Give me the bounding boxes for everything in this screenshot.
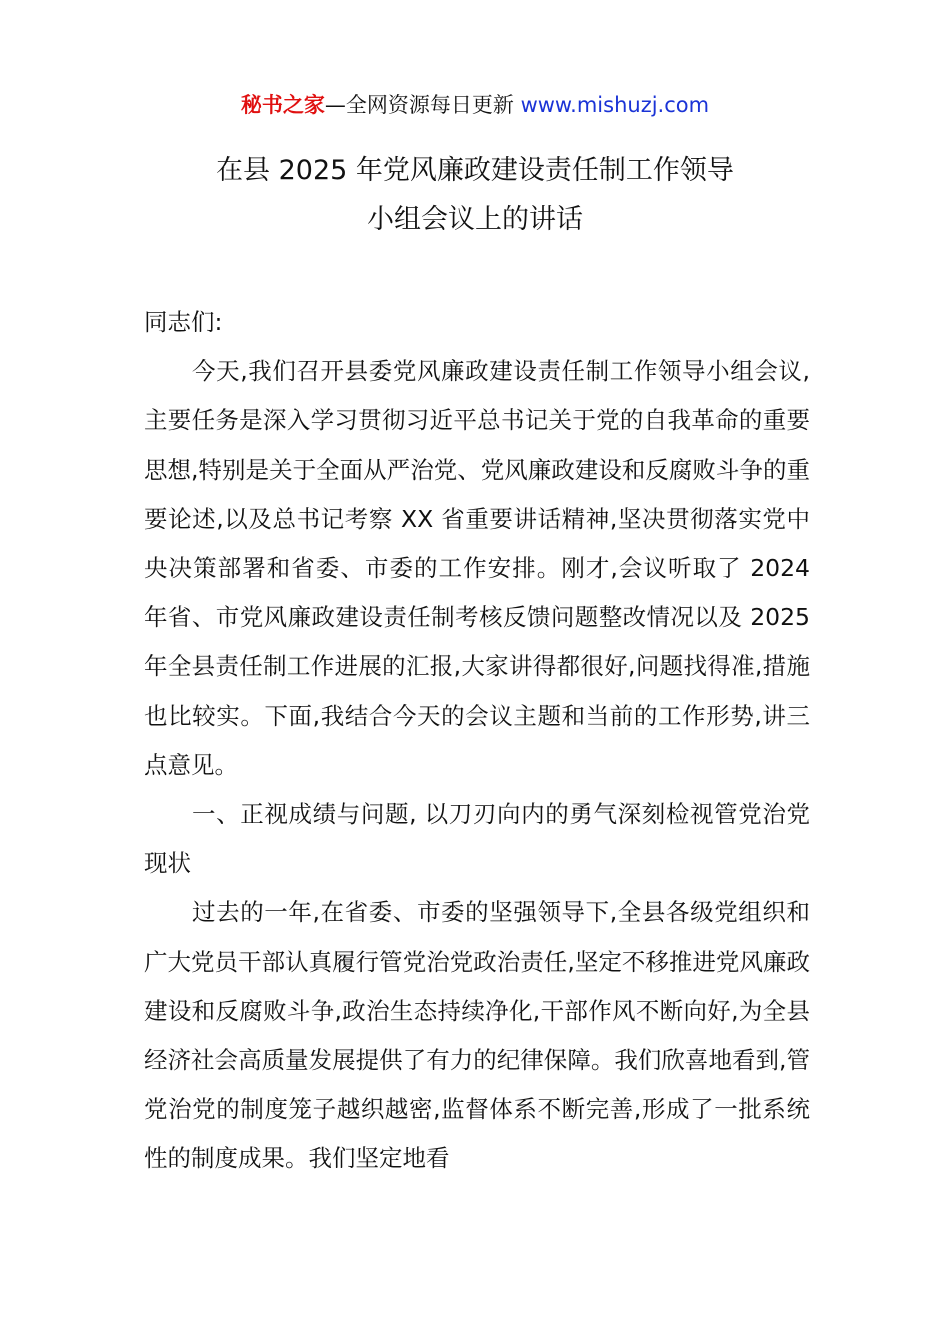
brand-name: 秘书之家 — [240, 93, 325, 117]
site-url-link[interactable]: www.mishuzj.com — [520, 93, 710, 117]
paragraph-achievements: 过去的一年,在省委、市委的坚强领导下,全县各级党组织和广大党员干部认真履行管党治党政治责任,坚定不移推进党风廉政建设和反腐败斗争,政治生态持续净化,干部作风不断向好,为全县经济社会高质量发展提供了有力的纪律保障。我们欣喜地看到,管党治党的制度笼子越织越密,监督体系不断完善,形成了一批系统性的制度成果。我们坚定地看 — [144, 898, 810, 1173]
salutation: 同志们: — [144, 308, 223, 336]
document-title — [0, 146, 950, 244]
paragraph-intro: 今天,我们召开县委党风廉政建设责任制工作领导小组会议,主要任务是深入学习贯彻习近平总书记关于党的自我革命的重要思想,特别是关于全面从严治党、党风廉政建设和反腐败斗争的重要论述,以及总书记考察 XX 省重要讲话精神,坚决贯彻落实党中央决策部署和省委、市委的工作安排。刚才,会议听取了 2024 年省、市党风廉政建设责任制考核反馈问题整改情况以及 2025 年全县责任制工作进展的汇报,大家讲得都很好,问题找得准,措施也比较实。下面,我结合今天的会议主题和当前的工作形势,讲三点意见。 — [144, 357, 810, 779]
document-body — [144, 298, 810, 1184]
title-line-1: 在县 2025 年党风廉政建设责任制工作领导 — [216, 155, 734, 186]
title-line-2: 小组会议上的讲话 — [367, 204, 583, 235]
section-heading-1: 一、正视成绩与问题, 以刀刃向内的勇气深刻检视管党治党现状 — [144, 800, 810, 878]
site-header — [0, 88, 950, 122]
header-tagline: —全网资源每日更新 — [324, 93, 514, 117]
